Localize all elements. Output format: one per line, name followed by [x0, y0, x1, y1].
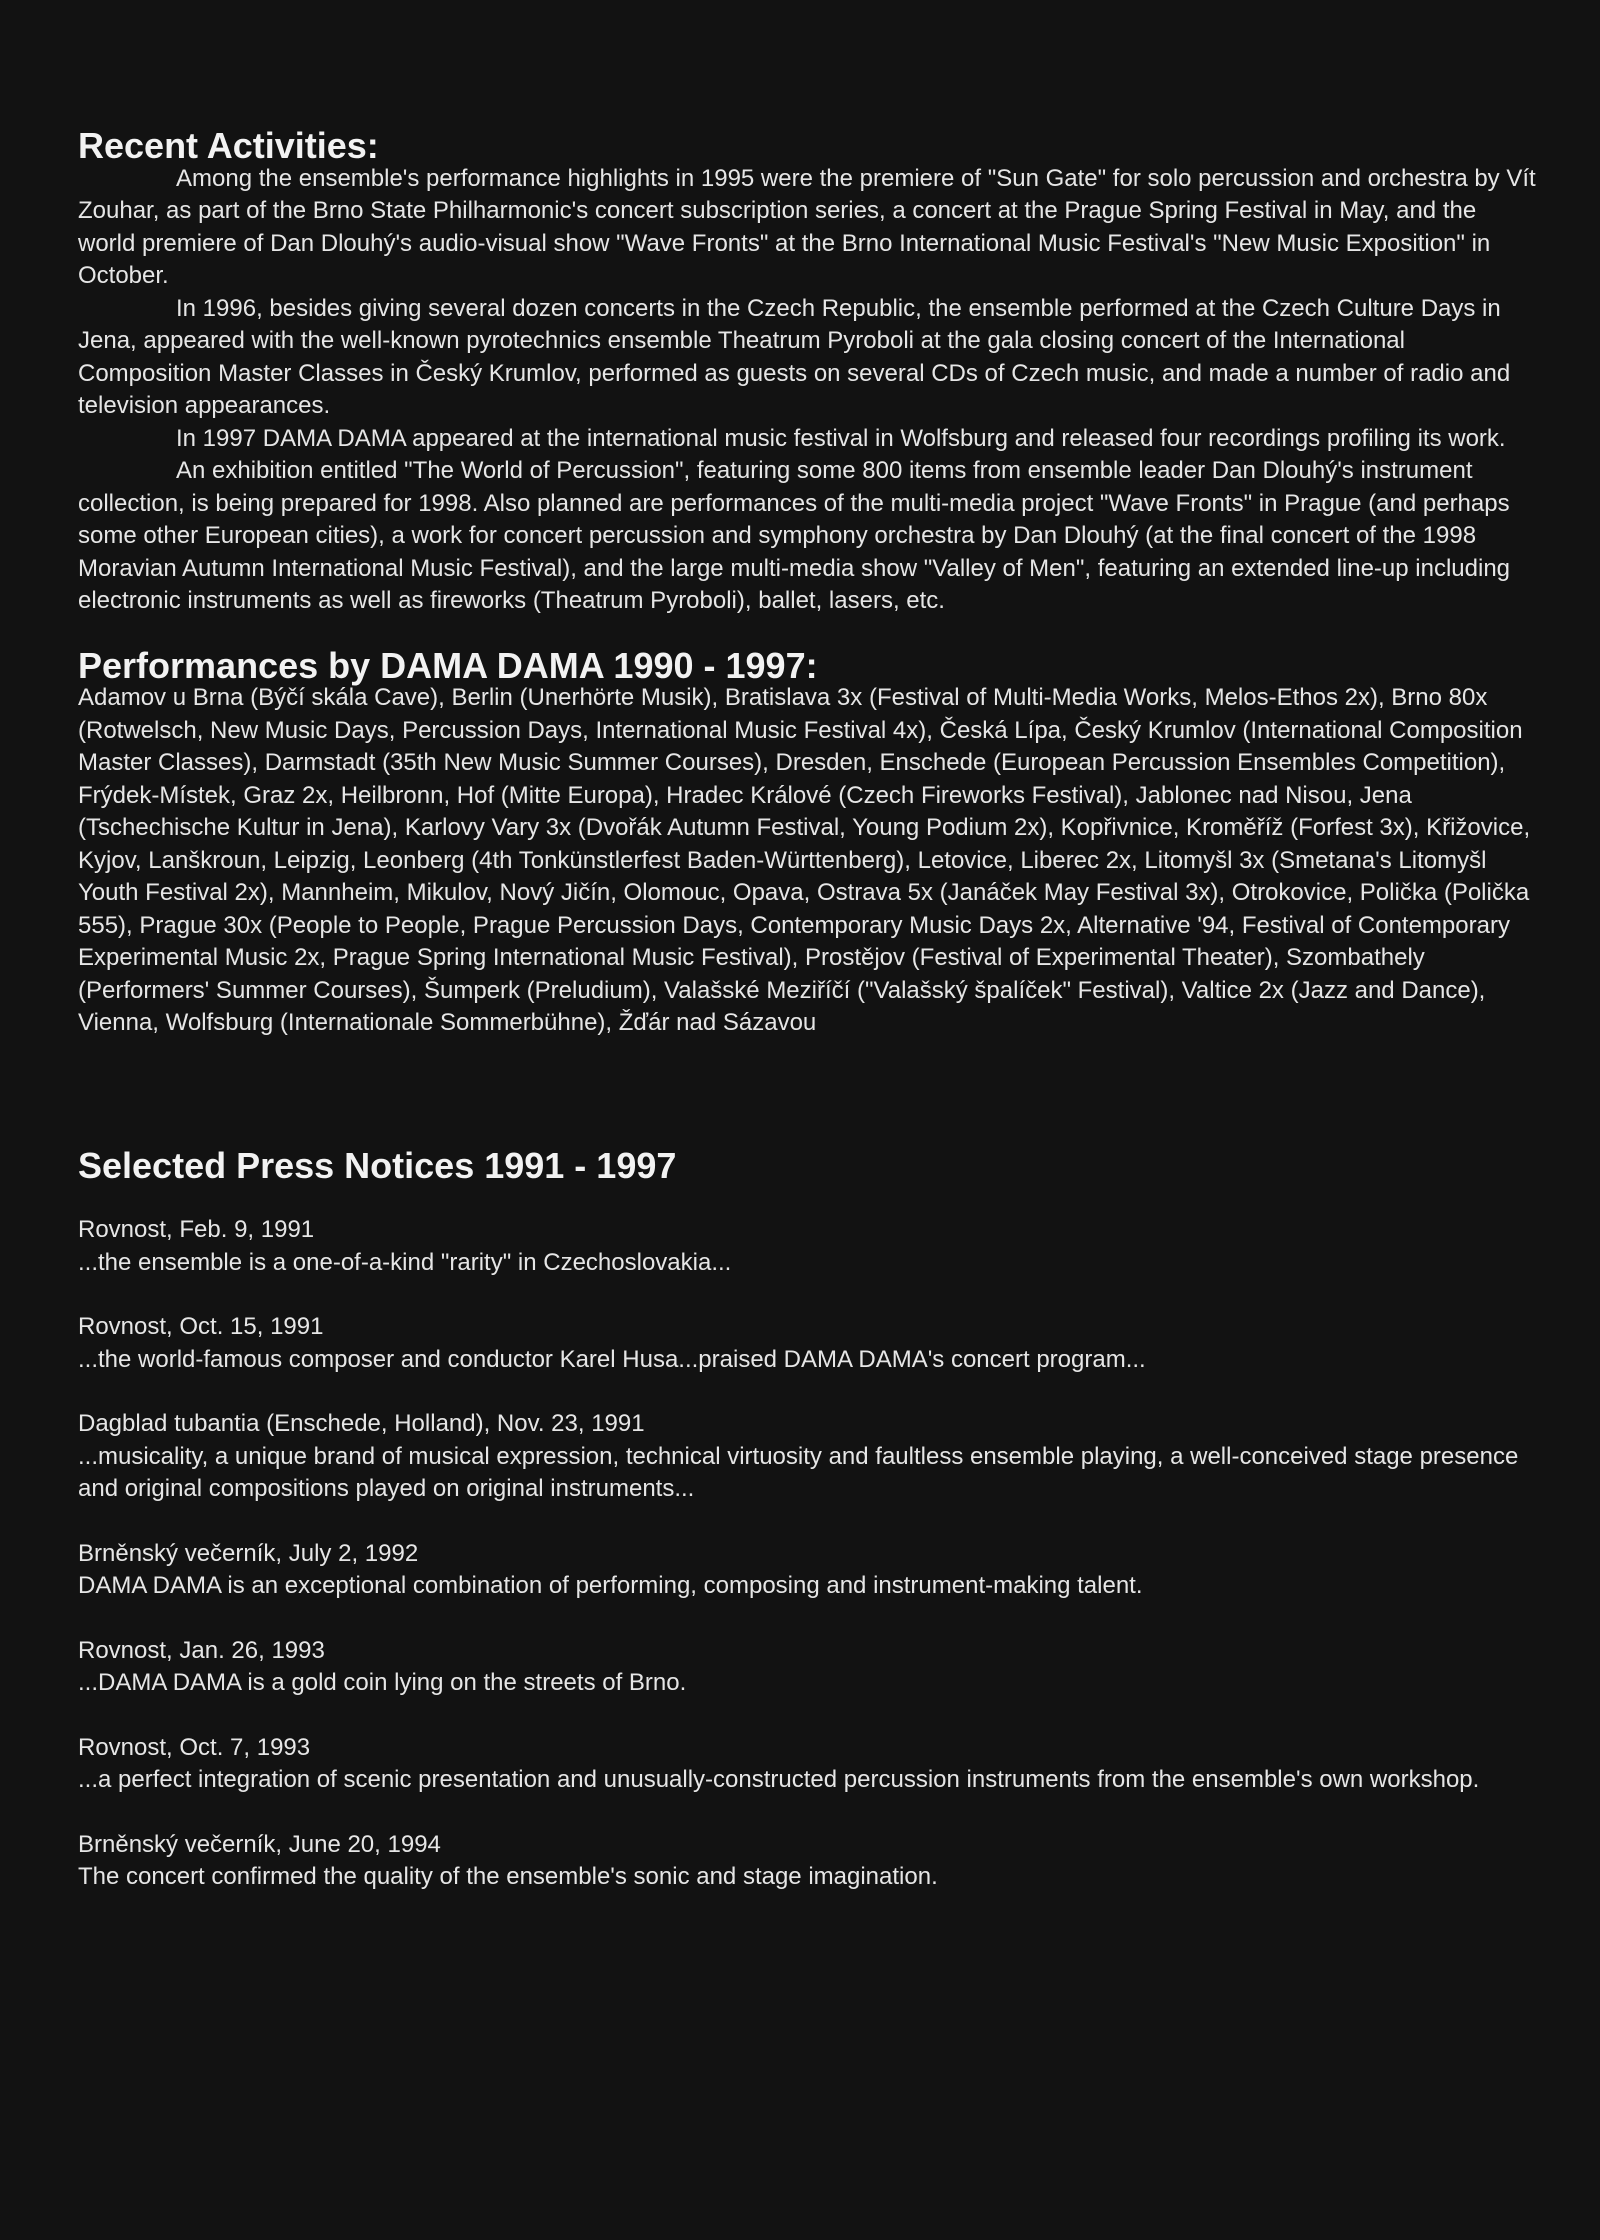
press-notice: [78, 1538, 1538, 1603]
document-page: [78, 125, 1538, 1926]
press-notice-source: Brněnský večerník, June 20, 1994: [78, 1830, 441, 1858]
press-notice-source: Rovnost, Oct. 7, 1993: [78, 1733, 311, 1761]
recent-activities-heading: Recent Activities:: [78, 125, 379, 166]
press-notice-quote: ...the ensemble is a one-of-a-kind "rarity" in Czechoslovakia...: [78, 1248, 732, 1276]
press-notices-section: [78, 1144, 1538, 1894]
press-notice-quote: ...a perfect integration of scenic presentation and unusually-constructed percussion instruments from the ensemble's own workshop.: [78, 1766, 1480, 1793]
activities-paragraph-1998: An exhibition entitled "The World of Percussion", featuring some 800 items from ensemble leader Dan Dlouhý's instrument collection, is being prepared for 1998. Also planned are performances of the multi-media project "Wave Fronts" in Prague (and perhaps some other European cities), a work for concert percussion and symphony orchestra by Dan Dlouhý (at the final concert of the 1998 Moravian Autumn International Music Festival), and the large multi-media show "Valley of Men", featuring an extended line-up including electronic instruments as well as fireworks (Theatrum Pyroboli), ballet, lasers, etc.: [78, 457, 1511, 614]
press-notice-quote: ...the world-famous composer and conductor Karel Husa...praised DAMA DAMA's concert program...: [78, 1345, 1146, 1373]
press-notice-quote: DAMA DAMA is an exceptional combination of performing, composing and instrument-making talent.: [78, 1572, 1143, 1599]
press-notice-quote: ...musicality, a unique brand of musical expression, technical virtuosity and faultless ensemble playing, a well-conceived stage presence and original compositions played on original instruments...: [78, 1442, 1519, 1502]
press-notice: [78, 1311, 1538, 1376]
press-notice-source: Brněnský večerník, July 2, 1992: [78, 1539, 419, 1567]
press-notice: [78, 1214, 1538, 1279]
performances-heading: Performances by DAMA DAMA 1990 - 1997:: [78, 644, 818, 686]
press-notice-quote: ...DAMA DAMA is a gold coin lying on the streets of Brno.: [78, 1669, 687, 1696]
press-notice-source: Rovnost, Oct. 15, 1991: [78, 1313, 324, 1340]
press-notice: [78, 1829, 1538, 1894]
performances-list-text: Adamov u Brna (Býčí skála Cave), Berlin (Unerhörte Musik), Bratislava 3x (Festival of Multi-Media Works, Melos-Ethos 2x), Brno 80x (Rotwelsch, New Music Days, Percussion Days, International Music Festival 4x), Česká Lípa, Český Krumlov (International Composition Master Classes), Darmstadt (35th New Music Summer Courses), Dresden, Enschede (European Percussion Ensembles Competition), Frýdek-Místek, Graz 2x, Heilbronn, Hof (Mitte Europa), Hradec Králové (Czech Fireworks Festival), Jablonec nad Nisou, Jena (Tschechische Kultur in Jena), Karlovy Vary 3x (Dvořák Autumn Festival, Young Podium 2x), Kopřivnice, Kroměříž (Forfest 3x), Křižovice, Kyjov, Lanškroun, Leipzig, Leonberg (4th Tonkünstlerfest Baden-Württenberg), Letovice, Liberec 2x, Litomyšl 3x (Smetana's Litomyšl Youth Festival 2x), Mannheim, Mikulov, Nový Jičín, Olomouc, Opava, Ostrava 5x (Janáček May Festival 3x), Otrokovice, Polička (Polička 555), Prague 30x (People to People, Prague Percussion Days, Contemporary Music Days 2x, Alternative '94, Festival of Contemporary Experimental Music 2x, Prague Spring International Music Festival), Prostějov (Festival of Experimental Theater), Szombathely (Performers' Summer Courses), Šumperk (Preludium), Valašské Meziříčí ("Valašský špalíček" Festival), Valtice 2x (Jazz and Dance), Vienna, Wolfsburg (Internationale Sommerbühne), Žďár nad Sázavou: [78, 684, 1531, 1036]
press-notice-source: Rovnost, Feb. 9, 1991: [78, 1216, 315, 1243]
activities-paragraph-1995: Among the ensemble's performance highlights in 1995 were the premiere of "Sun Gate" for solo percussion and orchestra by Vít Zouhar, as part of the Brno State Philharmonic's concert subscription series, a concert at the Prague Spring Festival in May, and the world premiere of Dan Dlouhý's audio-visual show "Wave Fronts" at the Brno International Music Festival's "New Music Exposition" in October.: [78, 164, 1536, 289]
performances-section: [78, 644, 1538, 1040]
press-notice: [78, 1732, 1538, 1797]
press-notice-quote: The concert confirmed the quality of the ensemble's sonic and stage imagination.: [78, 1863, 938, 1890]
activities-paragraph-1997: In 1997 DAMA DAMA appeared at the international music festival in Wolfsburg and released four recordings profiling its work.: [176, 424, 1506, 452]
press-notice: [78, 1408, 1538, 1506]
press-notices-heading: Selected Press Notices 1991 - 1997: [78, 1144, 677, 1186]
activities-paragraph-1996: In 1996, besides giving several dozen concerts in the Czech Republic, the ensemble performed at the Czech Culture Days in Jena, appeared with the well-known pyrotechnics ensemble Theatrum Pyroboli at the gala closing concert of the International Composition Master Classes in Český Krumlov, performed as guests on several CDs of Czech music, and made a number of radio and television appearances.: [78, 294, 1511, 419]
press-notice-source: Dagblad tubantia (Enschede, Holland), Nov. 23, 1991: [78, 1410, 645, 1437]
press-notice-source: Rovnost, Jan. 26, 1993: [78, 1636, 325, 1664]
press-notice: [78, 1635, 1538, 1700]
recent-activities-section: [78, 125, 1538, 618]
